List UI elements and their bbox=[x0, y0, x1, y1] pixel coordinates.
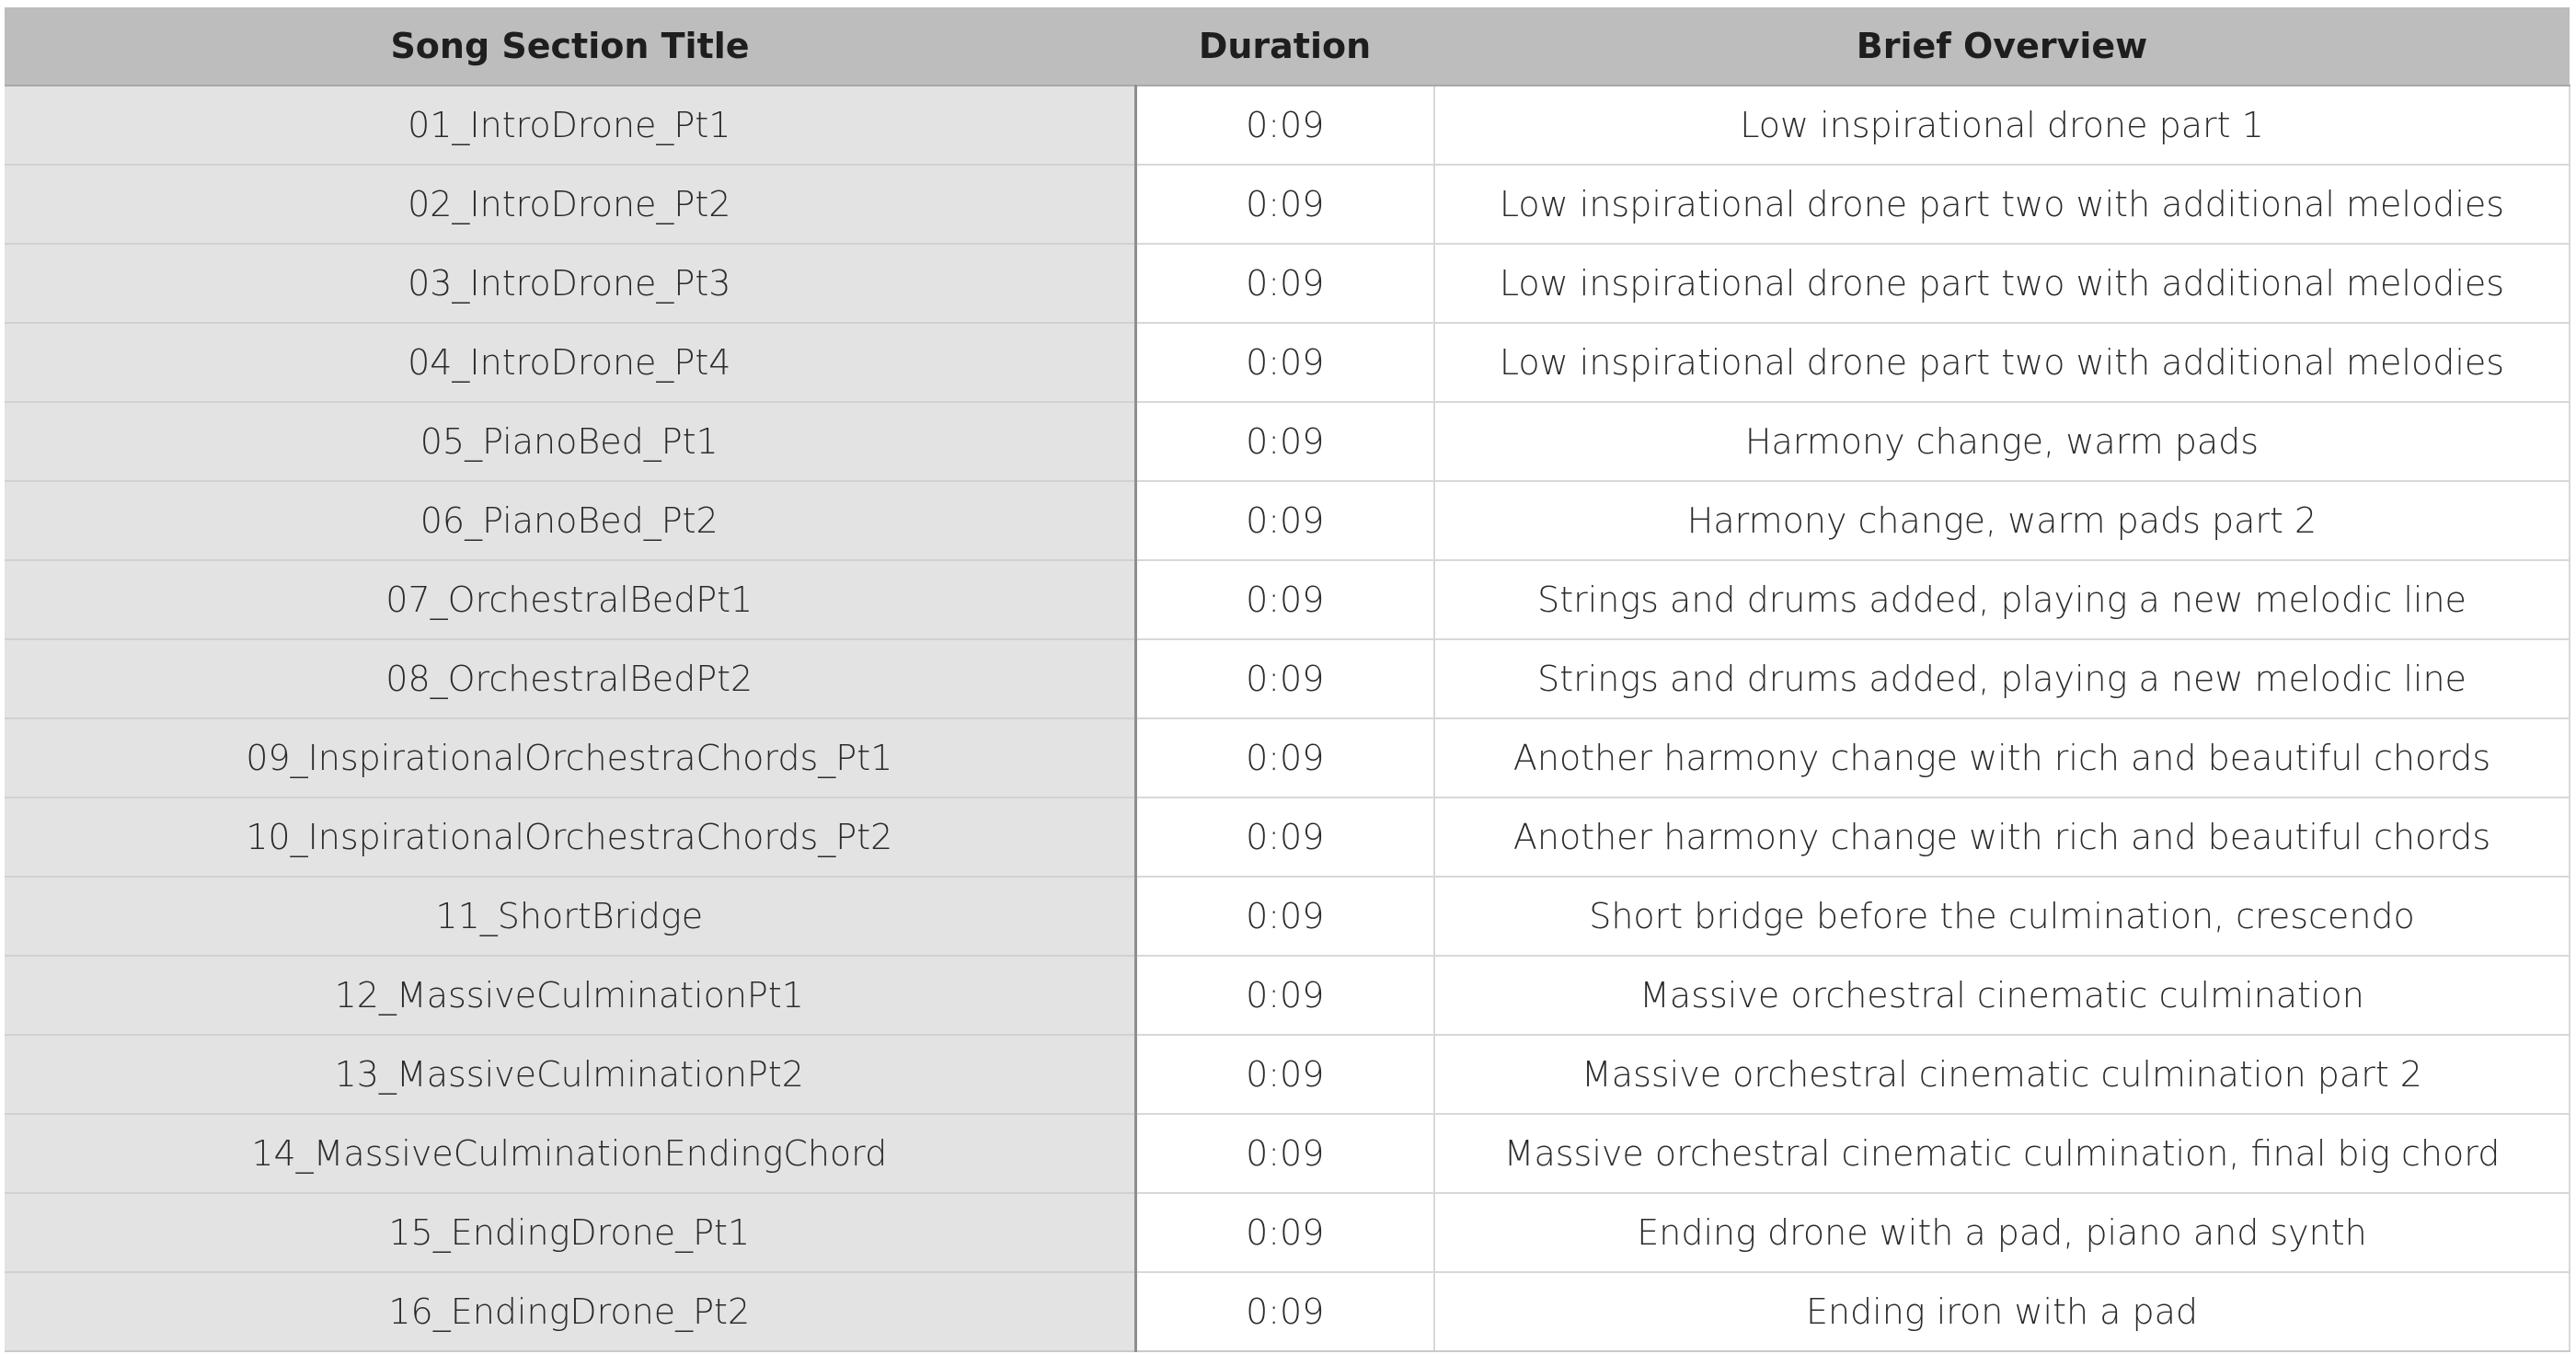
table-row bbox=[5, 165, 2570, 244]
song-section-title-cell: 04_IntroDrone_Pt4 bbox=[5, 323, 1135, 402]
song-section-title-cell: 12_MassiveCulminationPt1 bbox=[5, 956, 1135, 1035]
table-body bbox=[5, 86, 2570, 1351]
brief-overview-cell: Harmony change, warm pads part 2 bbox=[1434, 481, 2570, 560]
table-row bbox=[5, 323, 2570, 402]
duration-cell: 0:09 bbox=[1135, 323, 1434, 402]
table-row bbox=[5, 1193, 2570, 1272]
duration-cell: 0:09 bbox=[1135, 639, 1434, 718]
duration-cell: 0:09 bbox=[1135, 1114, 1434, 1193]
song-section-title-cell: 16_EndingDrone_Pt2 bbox=[5, 1272, 1135, 1351]
song-section-title-cell: 11_ShortBridge bbox=[5, 877, 1135, 956]
duration-cell: 0:09 bbox=[1135, 1193, 1434, 1272]
brief-overview-cell: Low inspirational drone part two with additional melodies bbox=[1434, 244, 2570, 323]
duration-cell: 0:09 bbox=[1135, 1272, 1434, 1351]
brief-overview-cell: Low inspirational drone part two with additional melodies bbox=[1434, 323, 2570, 402]
table-row bbox=[5, 718, 2570, 797]
song-sections-table-wrapper bbox=[5, 7, 2570, 1352]
song-section-title-cell: 10_InspirationalOrchestraChords_Pt2 bbox=[5, 797, 1135, 877]
table-row bbox=[5, 86, 2570, 165]
song-section-title-cell: 03_IntroDrone_Pt3 bbox=[5, 244, 1135, 323]
table-row bbox=[5, 560, 2570, 639]
table-row bbox=[5, 481, 2570, 560]
brief-overview-cell: Massive orchestral cinematic culmination part 2 bbox=[1434, 1035, 2570, 1114]
song-section-title-cell: 07_OrchestralBedPt1 bbox=[5, 560, 1135, 639]
brief-overview-cell: Strings and drums added, playing a new melodic line bbox=[1434, 560, 2570, 639]
brief-overview-cell: Massive orchestral cinematic culmination, final big chord bbox=[1434, 1114, 2570, 1193]
duration-cell: 0:09 bbox=[1135, 718, 1434, 797]
header-brief-overview: Brief Overview bbox=[1434, 7, 2570, 86]
header-song-section-title: Song Section Title bbox=[5, 7, 1135, 86]
duration-cell: 0:09 bbox=[1135, 402, 1434, 481]
song-section-title-cell: 02_IntroDrone_Pt2 bbox=[5, 165, 1135, 244]
song-sections-table bbox=[5, 7, 2570, 1352]
duration-cell: 0:09 bbox=[1135, 481, 1434, 560]
duration-cell: 0:09 bbox=[1135, 244, 1434, 323]
song-section-title-cell: 06_PianoBed_Pt2 bbox=[5, 481, 1135, 560]
song-section-title-cell: 14_MassiveCulminationEndingChord bbox=[5, 1114, 1135, 1193]
brief-overview-cell: Ending drone with a pad, piano and synth bbox=[1434, 1193, 2570, 1272]
table-row bbox=[5, 956, 2570, 1035]
brief-overview-cell: Low inspirational drone part two with additional melodies bbox=[1434, 165, 2570, 244]
brief-overview-cell: Short bridge before the culmination, crescendo bbox=[1434, 877, 2570, 956]
duration-cell: 0:09 bbox=[1135, 86, 1434, 165]
table-header-row bbox=[5, 7, 2570, 86]
table-row bbox=[5, 1114, 2570, 1193]
table-row bbox=[5, 639, 2570, 718]
song-section-title-cell: 05_PianoBed_Pt1 bbox=[5, 402, 1135, 481]
brief-overview-cell: Massive orchestral cinematic culmination bbox=[1434, 956, 2570, 1035]
table-header bbox=[5, 7, 2570, 86]
header-duration: Duration bbox=[1135, 7, 1434, 86]
table-row bbox=[5, 877, 2570, 956]
brief-overview-cell: Ending iron with a pad bbox=[1434, 1272, 2570, 1351]
duration-cell: 0:09 bbox=[1135, 877, 1434, 956]
song-section-title-cell: 08_OrchestralBedPt2 bbox=[5, 639, 1135, 718]
table-row bbox=[5, 402, 2570, 481]
table-row bbox=[5, 1035, 2570, 1114]
brief-overview-cell: Strings and drums added, playing a new melodic line bbox=[1434, 639, 2570, 718]
table-row bbox=[5, 244, 2570, 323]
song-section-title-cell: 09_InspirationalOrchestraChords_Pt1 bbox=[5, 718, 1135, 797]
duration-cell: 0:09 bbox=[1135, 956, 1434, 1035]
song-section-title-cell: 01_IntroDrone_Pt1 bbox=[5, 86, 1135, 165]
song-section-title-cell: 15_EndingDrone_Pt1 bbox=[5, 1193, 1135, 1272]
brief-overview-cell: Another harmony change with rich and beautiful chords bbox=[1434, 797, 2570, 877]
duration-cell: 0:09 bbox=[1135, 797, 1434, 877]
table-row bbox=[5, 797, 2570, 877]
song-section-title-cell: 13_MassiveCulminationPt2 bbox=[5, 1035, 1135, 1114]
table-row bbox=[5, 1272, 2570, 1351]
brief-overview-cell: Low inspirational drone part 1 bbox=[1434, 86, 2570, 165]
duration-cell: 0:09 bbox=[1135, 1035, 1434, 1114]
duration-cell: 0:09 bbox=[1135, 560, 1434, 639]
duration-cell: 0:09 bbox=[1135, 165, 1434, 244]
brief-overview-cell: Harmony change, warm pads bbox=[1434, 402, 2570, 481]
brief-overview-cell: Another harmony change with rich and beautiful chords bbox=[1434, 718, 2570, 797]
